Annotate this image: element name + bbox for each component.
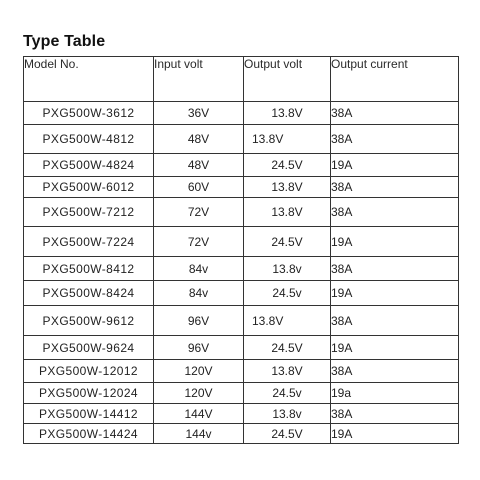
cell-model: PXG500W-4824 [24,154,154,177]
table-title: Type Table [23,33,106,50]
cell-model: PXG500W-14424 [24,424,154,444]
cell-output-volt: 13.8v [244,257,331,281]
cell-input-volt: 48V [154,125,244,154]
cell-model: PXG500W-9624 [24,336,154,360]
table-header-row [24,57,459,102]
table-row [24,125,459,154]
cell-input-volt: 120V [154,360,244,383]
cell-output-current: 38A [331,306,459,336]
cell-model: PXG500W-6012 [24,177,154,198]
cell-model: PXG500W-8412 [24,257,154,281]
header-output-current: Output current [331,57,459,102]
cell-output-current: 38A [331,360,459,383]
cell-model: PXG500W-3612 [24,102,154,125]
cell-input-volt: 84v [154,257,244,281]
cell-input-volt: 120V [154,383,244,404]
cell-output-current: 19A [331,424,459,444]
table-row [24,281,459,306]
cell-input-volt: 96V [154,306,244,336]
table-row [24,383,459,404]
cell-output-current: 38A [331,125,459,154]
cell-output-current: 38A [331,404,459,424]
cell-output-volt: 24.5V [244,154,331,177]
cell-output-volt: 13.8V [244,198,331,227]
cell-input-volt: 144V [154,404,244,424]
cell-output-current: 19A [331,336,459,360]
table-row [24,198,459,227]
cell-model: PXG500W-7224 [24,227,154,257]
cell-input-volt: 60V [154,177,244,198]
cell-input-volt: 72V [154,227,244,257]
cell-output-volt: 24.5v [244,281,331,306]
cell-model: PXG500W-14412 [24,404,154,424]
cell-output-current: 38A [331,257,459,281]
cell-output-current: 19A [331,227,459,257]
table-row [24,102,459,125]
table-row [24,154,459,177]
cell-input-volt: 48V [154,154,244,177]
cell-output-volt: 13.8V [244,125,331,154]
cell-model: PXG500W-12024 [24,383,154,404]
cell-input-volt: 84v [154,281,244,306]
cell-model: PXG500W-4812 [24,125,154,154]
table-row [24,424,459,444]
cell-output-volt: 24.5V [244,424,331,444]
cell-model: PXG500W-8424 [24,281,154,306]
table-row [24,227,459,257]
cell-output-volt: 13.8V [244,360,331,383]
cell-output-current: 19a [331,383,459,404]
cell-output-current: 19A [331,281,459,306]
header-output-volt: Output volt [244,57,331,102]
cell-output-current: 19A [331,154,459,177]
cell-input-volt: 144v [154,424,244,444]
cell-output-volt: 13.8v [244,404,331,424]
table-row [24,306,459,336]
cell-input-volt: 96V [154,336,244,360]
cell-output-current: 38A [331,102,459,125]
table-row [24,257,459,281]
cell-model: PXG500W-7212 [24,198,154,227]
cell-output-volt: 24.5V [244,227,331,257]
table-row [24,404,459,424]
header-model: Model No. [24,57,154,102]
cell-output-volt: 13.8V [244,306,331,336]
table-row [24,177,459,198]
cell-output-volt: 13.8V [244,102,331,125]
cell-output-current: 38A [331,177,459,198]
table-row [24,360,459,383]
cell-output-volt: 24.5V [244,336,331,360]
type-table [23,56,459,444]
cell-model: PXG500W-12012 [24,360,154,383]
table-row [24,336,459,360]
cell-output-volt: 13.8V [244,177,331,198]
cell-output-current: 38A [331,198,459,227]
cell-input-volt: 72V [154,198,244,227]
cell-input-volt: 36V [154,102,244,125]
cell-model: PXG500W-9612 [24,306,154,336]
cell-output-volt: 24.5v [244,383,331,404]
header-input-volt: Input volt [154,57,244,102]
